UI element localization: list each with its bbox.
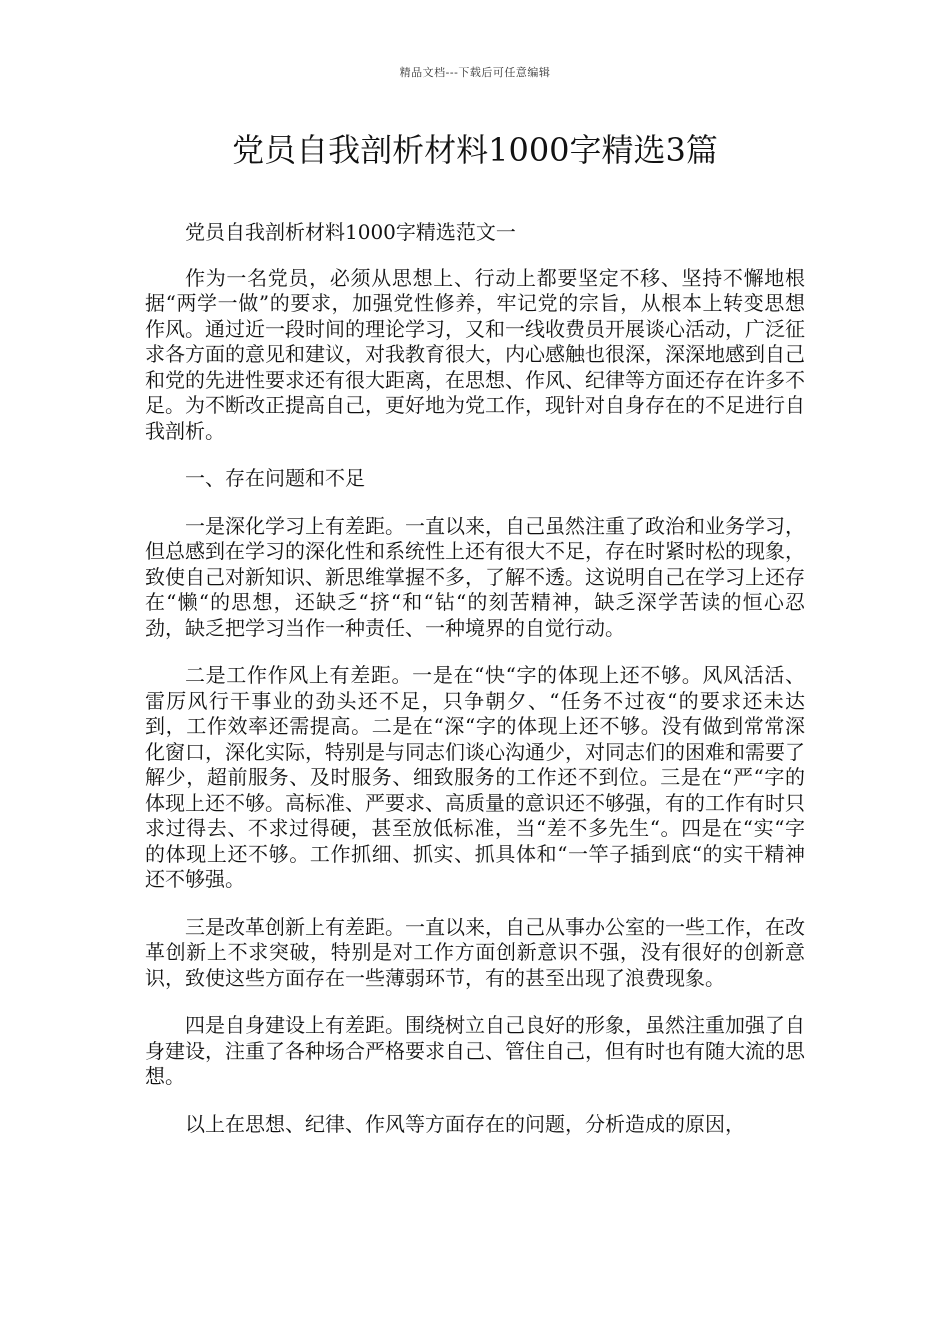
page-header-watermark: 精品文档---下载后可任意编辑: [399, 66, 551, 79]
paragraph-cause-analysis: 以上在思想、纪律、作风等方面存在的问题，分析造成的原因，: [185, 1111, 745, 1136]
paragraph-work-style-gap: 二是工作作风上有差距。一是在“快“字的体现上还不够。风风活活、雷厉风行干事业的劲头还不足，只争朝夕、“任务不过夜“的要求还未达到，工作效率还需提高。二是在“深“字的体现上还不够。没有做到常常深化窗口，深化实际，特别是与同志们谈心沟通少，对同志们的困难和需要了解少，超前服务、及时服务、细致服务的工作还不到位。三是在“严“字的体现上还不够。高标准、严要求、高质量的意识还不够强，有的工作有时只求过得去、不求过得硬，甚至放低标准，当“差不多先生“。四是在“实“字的体现上还不够。工作抓细、抓实、抓具体和“一竿子插到底“的实干精神还不够强。: [145, 663, 805, 891]
paragraph-innovation-gap: 三是改革创新上有差距。一直以来，自己从事办公室的一些工作，在改革创新上不求突破，特别是对工作方面创新意识不强，没有很好的创新意识，致使这些方面存在一些薄弱环节，有的甚至出现了浪费现象。: [145, 914, 805, 990]
document-body: [145, 220, 805, 1159]
section-subtitle: 党员自我剖析材料1000字精选范文一: [185, 220, 516, 244]
paragraph-self-building-gap: 四是自身建设上有差距。围绕树立自己良好的形象，虽然注重加强了自身建设，注重了各种场合严格要求自己、管住自己，但有时也有随大流的思想。: [145, 1013, 805, 1088]
paragraph-study-gap: 一是深化学习上有差距。一直以来，自己虽然注重了政治和业务学习，但总感到在学习的深化性和系统性上还有很大不足，存在时紧时松的现象，致使自己对新知识、新思维掌握不多，了解不透。这说明自己在学习上还存在“懒“的思想，还缺乏“挤“和“钻“的刻苦精神，缺乏深学苦读的恒心忍劲，缺乏把学习当作一种责任、一种境界的自觉行动。: [145, 513, 805, 640]
paragraph-intro: 作为一名党员，必须从思想上、行动上都要坚定不移、坚持不懈地根据“两学一做”的要求，加强党性修养，牢记党的宗旨，从根本上转变思想作风。通过近一段时间的理论学习，又和一线收费员开展谈心活动，广泛征求各方面的意见和建议，对我教育很大，内心感触也很深，深深地感到自己和党的先进性要求还有很大距离，在思想、作风、纪律等方面还存在许多不足。为不断改正提高自己，更好地为党工作，现针对自身存在的不足进行自我剖析。: [145, 265, 805, 443]
section-heading-problems: 一、存在问题和不足: [185, 466, 365, 490]
document-title: 党员自我剖析材料1000字精选3篇: [232, 131, 718, 169]
